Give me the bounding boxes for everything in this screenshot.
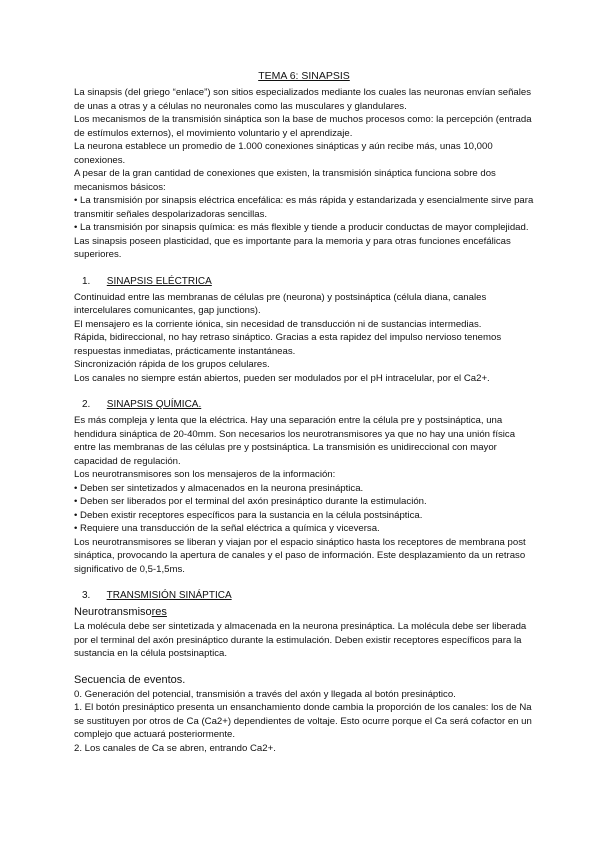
section-paragraph: Continuidad entre las membranas de células pre (neurona) y postsináptica (célula diana, canales intercelulares comunicantes, gap junctions). bbox=[74, 291, 487, 316]
subheading-neurotransmisores bbox=[74, 605, 534, 620]
section-heading bbox=[74, 589, 534, 603]
section-paragraph: Los neurotransmisores son los mensajeros de la información: bbox=[74, 469, 336, 480]
section-bullet: • Deben ser liberados por el terminal del axón presináptico durante la estimulación. bbox=[74, 496, 427, 507]
intro-paragraph: La neurona establece un promedio de 1.000 conexiones sinápticas y aún recibe más, unas 10,000 conexiones. bbox=[74, 141, 493, 166]
document-page bbox=[74, 70, 534, 755]
sequence-title: Secuencia de eventos. bbox=[74, 673, 186, 686]
section-transmision-sinaptica bbox=[74, 589, 534, 755]
section-number: 2. bbox=[82, 399, 91, 410]
section-paragraph: La molécula debe ser sintetizada y almacenada en la neurona presináptica. La molécula debe ser liberada por el terminal del axón presináptico durante la estimulación. Deben existir receptores específicos para la sustancia en la célula postsinaptica. bbox=[74, 621, 527, 659]
intro-bullet: • La transmisión por sinapsis química: es más flexible y tiende a producir conductas de mayor complejidad. bbox=[74, 222, 529, 233]
sequence-item: 2. Los canales de Ca se abren, entrando Ca2+. bbox=[74, 742, 276, 754]
section-heading bbox=[74, 398, 534, 412]
section-bullet: • Deben ser sintetizados y almacenados en la neurona presináptica. bbox=[74, 482, 364, 494]
section-number: 1. bbox=[82, 275, 91, 287]
section-paragraph: Los canales no siempre están abiertos, pueden ser modulados por el pH intracelular, por el Ca2+. bbox=[74, 372, 490, 384]
sequence-item: 0. Generación del potencial, transmisión a través del axón y llegada al botón presináptico. bbox=[74, 688, 456, 700]
section-title: SINAPSIS ELÉCTRICA bbox=[106, 275, 212, 287]
section-paragraph: Los neurotransmisores se liberan y viajan por el espacio sináptico hasta los receptores de membrana post sináptica, provocando la apertura de canales y el paso de información. Este desplazamiento da un retraso significativo de 0,5-1,5ms. bbox=[74, 536, 526, 575]
document-title: TEMA 6: SINAPSIS bbox=[258, 70, 350, 82]
subheading-part: Neurotransmiso bbox=[74, 606, 152, 618]
intro-paragraph: A pesar de la gran cantidad de conexiones que existen, la transmisión sináptica funciona sobre dos mecanismos básicos: bbox=[74, 168, 496, 193]
section-paragraph: Sincronización rápida de los grupos celulares. bbox=[74, 359, 270, 370]
section-bullet: • Deben existir receptores específicos para la sustancia en la célula postsináptica. bbox=[74, 509, 423, 521]
section-paragraph: Es más compleja y lenta que la eléctrica. Hay una separación entre la célula pre y postsináptica, una hendidura sináptica de 20-40mm. Son necesarios los neurotransmisores ya que no hay una unión física entre las membranas de las células pre y postsináptica. La transmisión es unidireccional con mayor capacidad de regulación. bbox=[74, 415, 516, 467]
sequence-item: 1. El botón presináptico presenta un ensanchamiento donde cambia la proporción de los canales: los de Na se sustituyen por otros de Ca (Ca2+) dependientes de voltaje. Esto ocurre porque el Ca será cofactor en un complejo que actuará posteriormente. bbox=[74, 702, 532, 740]
intro-paragraph: Las sinapsis poseen plasticidad, que es importante para la memoria y para otras funciones encefálicas superiores. bbox=[74, 235, 511, 260]
intro-bullet: • La transmisión por sinapsis eléctrica encefálica: es más rápida y estandarizada y esencialmente sirve para transmitir señales despolarizadoras sencillas. bbox=[74, 195, 534, 220]
section-paragraph: Rápida, bidireccional, no hay retraso sináptico. Gracias a esta rapidez del impulso nervioso tenemos respuestas inmediatas, prácticamente instantáneas. bbox=[74, 332, 502, 357]
section-paragraph: El mensajero es la corriente iónica, sin necesidad de transducción ni de sustancias intermedias. bbox=[74, 318, 482, 330]
section-heading bbox=[74, 275, 534, 289]
intro-section bbox=[74, 86, 534, 262]
section-title: SINAPSIS QUÍMICA. bbox=[106, 399, 202, 410]
section-sinapsis-quimica bbox=[74, 398, 534, 576]
section-bullet: • Requiere una transducción de la señal eléctrica a química y viceversa. bbox=[74, 523, 380, 534]
subheading-underlined-part: res bbox=[151, 606, 167, 618]
section-sinapsis-electrica bbox=[74, 275, 534, 386]
intro-paragraph: Los mecanismos de la transmisión sináptica son la base de muchos procesos como: la percepción (entrada de estímulos externos), el movimiento voluntario y el aprendizaje. bbox=[74, 114, 532, 139]
intro-paragraph: La sinapsis (del griego “enlace”) son sitios especializados mediante los cuales las neuronas envían señales de unas a otras y a células no neuronales como las musculares y glandulares. bbox=[74, 87, 532, 112]
section-number: 3. bbox=[82, 590, 91, 601]
section-title: TRANSMISIÓN SINÁPTICA bbox=[106, 590, 232, 601]
